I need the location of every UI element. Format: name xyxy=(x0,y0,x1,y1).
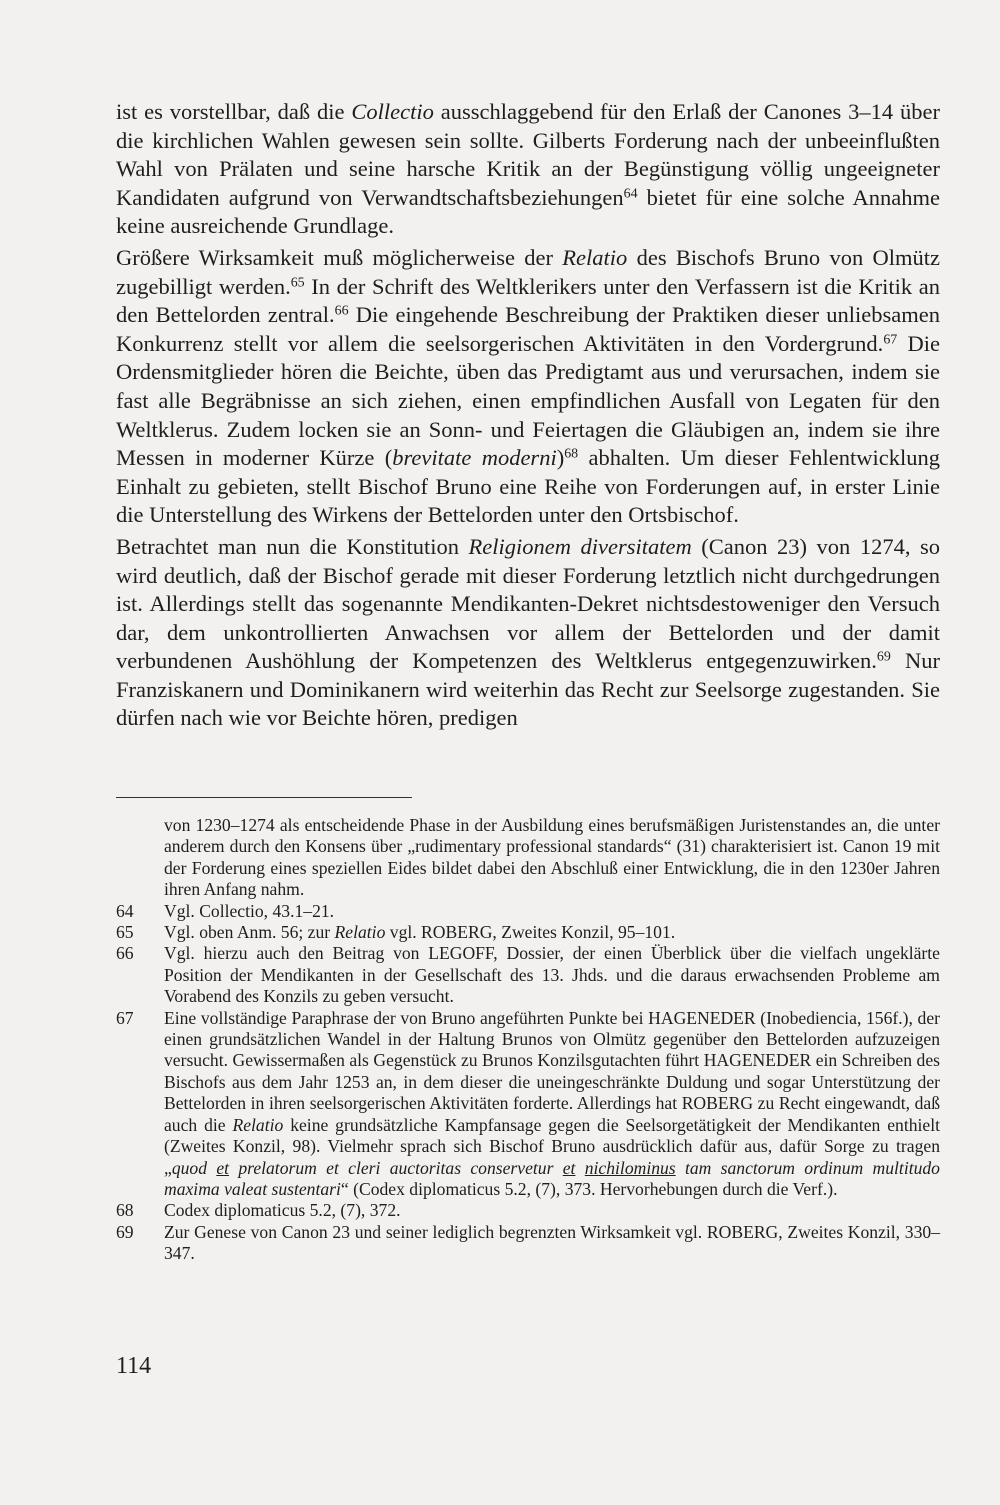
text-run: ) xyxy=(556,445,565,471)
text-run: abhalten. Um dieser Fehlentwicklung Einhalt zu gebieten, stellt Bischof Bruno eine Reihe von Forderungen auf, in erster Linie die Unterstellung des Wirkens der Bettelorden unter den Ortsbischof. xyxy=(116,445,940,528)
italic-term: Collectio xyxy=(351,99,434,124)
footnote-number: 67 xyxy=(116,1007,134,1028)
italic-term: Relatio xyxy=(562,244,628,270)
text-run: des Bischofs Bruno von Olmütz zugebilligt werden. xyxy=(116,244,941,299)
italic-term: brevitate moderni xyxy=(392,445,557,471)
footnote-ref-67: 67 xyxy=(883,332,898,348)
text-run: Größere Wirksamkeit muß möglicherweise der xyxy=(116,244,563,270)
footnote-text: Zur Genese von Canon 23 und seiner lediglich begrenzten Wirksamkeit vgl. ROBERG, Zweites Konzil, 330–347. xyxy=(164,1221,940,1264)
footnote-text: Vgl. hierzu auch den Beitrag von LEGOFF, Dossier, der einen Überblick über die vielfach ungeklärte Position der Mendikanten in der Gesellschaft des 13. Jhds. und die daraus erwachsenden Probleme am Vorabend des Konzils zu geben versucht. xyxy=(164,943,940,1007)
quote-run: tam sanctorum ordinum multitudo maxima valeat sustentari xyxy=(164,1157,940,1199)
underlined-word: nichilominus xyxy=(584,1157,676,1178)
text-run: Die Ordensmitglieder hören die Beichte, üben das Predigtamt aus und verursachen, indem sie fast alle Begräbnisse an sich ziehen, einen empfindlichen Ausfall von Legaten für den Weltklerus. Zudem locken sie an Sonn- und Feiertagen die Gläubigen an, indem sie ihre Messen in moderner Kürze ( xyxy=(116,330,940,471)
footnote-divider xyxy=(116,797,412,798)
text-run: bietet für eine solche Annahme keine ausreichende Grundlage. xyxy=(116,184,940,239)
text-run: ausschlaggebend für den Erlaß der Canones 3–14 über die kirchlichen Wahlen gewesen sein sollte. Gilberts Forderung nach der unbeeinflußten Wahl von Prälaten und seine harsche Kritik an der Begünstigung völlig ungeeigneter Kandidaten aufgrund von Verwandtschaftsbeziehungen xyxy=(116,99,940,210)
underlined-word: et xyxy=(216,1157,230,1178)
paragraph-1 xyxy=(116,98,940,241)
footnote-number: 66 xyxy=(116,943,134,964)
quote-run: quod xyxy=(171,1157,217,1178)
text-run: (Canon 23) von 1274, so wird deutlich, daß der Bischof gerade mit dieser Forderung letztlich nicht durchgedrungen ist. Allerdings stellt das sogenannte Mendikanten-Dekret nichtsdestoweniger den Versuch dar, dem unkontrollierten Anwachsen vor allem der Bettelorden und der damit verbundenen Aushöhlung der Kompetenzen des Weltklerus entgegenzuwirken. xyxy=(116,533,940,674)
italic-term: Relatio xyxy=(232,1114,284,1135)
footnote-text: von 1230–1274 als entscheidende Phase in der Ausbildung eines berufsmäßigen Juristenstandes an, die unter anderem durch den Konsens über „rudimentary professional standards“ (31) charakterisiert ist. Canon 19 mit der Forderung eines speziellen Eides bildet dabei den Abschluß einer Entwicklung, die in den 1230er Jahren ihren Anfang nahm. xyxy=(164,815,940,900)
footnote-text: Codex diplomaticus 5.2, (7), 372. xyxy=(164,1200,401,1221)
footnote-ref-69: 69 xyxy=(876,649,891,665)
footnote-text xyxy=(164,922,940,943)
text-run: ist es vorstellbar, daß die xyxy=(116,99,352,124)
text-run: Nur Franziskanern und Dominikanern wird weiterhin das Recht zur Seelsorge zugestanden. Sie dürfen nach wie vor Beichte hören, predigen xyxy=(116,648,940,731)
footnote-ref-66: 66 xyxy=(334,303,349,319)
text-run: keine grundsätzliche Kampfansage gegen die Seelsorgetätigkeit der Mendikanten enthielt (Zweites Konzil, 98). Vielmehr sprach sich Bischof Bruno ausdrücklich dafür aus, dafür Sorge zu tragen „ xyxy=(164,1114,940,1178)
footnote-67 xyxy=(116,1008,940,1201)
italic-term: Relatio xyxy=(334,922,386,943)
footnote-text xyxy=(164,1008,940,1201)
footnote-text: Vgl. Collectio, 43.1–21. xyxy=(164,900,335,921)
text-run: “ (Codex diplomaticus 5.2, (7), 373. Hervorhebungen durch die Verf.). xyxy=(340,1178,838,1199)
footnote-number: 64 xyxy=(116,900,134,921)
quote-run: prelatorum et cleri auctoritas conservetur xyxy=(229,1157,563,1178)
footnotes xyxy=(116,815,940,1265)
italic-term: Religionem diversitatem xyxy=(468,533,692,559)
underlined-word: et xyxy=(562,1157,576,1178)
text-run: In der Schrift des Weltklerikers unter den Verfassern ist die Kritik an den Bettelorden zentral. xyxy=(116,273,940,328)
footnote-ref-65: 65 xyxy=(290,274,305,290)
main-text xyxy=(116,98,940,733)
footnote-68 xyxy=(116,1200,940,1221)
footnote-69 xyxy=(116,1222,940,1265)
footnote-continuation xyxy=(116,815,940,901)
paragraph-2 xyxy=(116,244,940,530)
paragraph-3 xyxy=(116,533,940,733)
footnote-number: 69 xyxy=(116,1221,134,1242)
footnote-number: 68 xyxy=(116,1200,134,1221)
footnote-number: 65 xyxy=(116,922,134,943)
text-run: Eine vollständige Paraphrase der von Bruno angeführten Punkte bei HAGENEDER (Inobediencia, 156f.), der einen grundsätzlichen Wandel in der Haltung Brunos von Olmütz gegenüber den Bettelorden aufzuzeigen versucht. Gewissermaßen als Gegenstück zu Brunos Konzilsgutachten führt HAGENEDER ein Schreiben des Bischofs aus dem Jahr 1253 an, in dem dieser die uneingeschränkte Duldung und sogar Unterstützung der Bettelorden in ihren seelsorgerischen Aktivitäten forderte. Allerdings hat ROBERG zu Recht eingewandt, daß auch die xyxy=(164,1007,940,1135)
footnote-65 xyxy=(116,922,940,943)
text-run: Betrachtet man nun die Konstitution xyxy=(116,533,469,559)
page-number: 114 xyxy=(116,1353,152,1379)
footnote-ref-68: 68 xyxy=(564,446,579,462)
text-run: Die eingehende Beschreibung der Praktiken dieser unliebsamen Konkurrenz stellt vor allem die seelsorgerischen Aktivitäten in den Vordergrund. xyxy=(116,302,941,356)
text-run: vgl. ROBERG, Zweites Konzil, 95–101. xyxy=(385,922,676,943)
footnote-66 xyxy=(116,943,940,1007)
footnote-64 xyxy=(116,901,940,922)
footnote-ref-64: 64 xyxy=(623,186,638,202)
text-run: Vgl. oben Anm. 56; zur xyxy=(164,922,335,943)
